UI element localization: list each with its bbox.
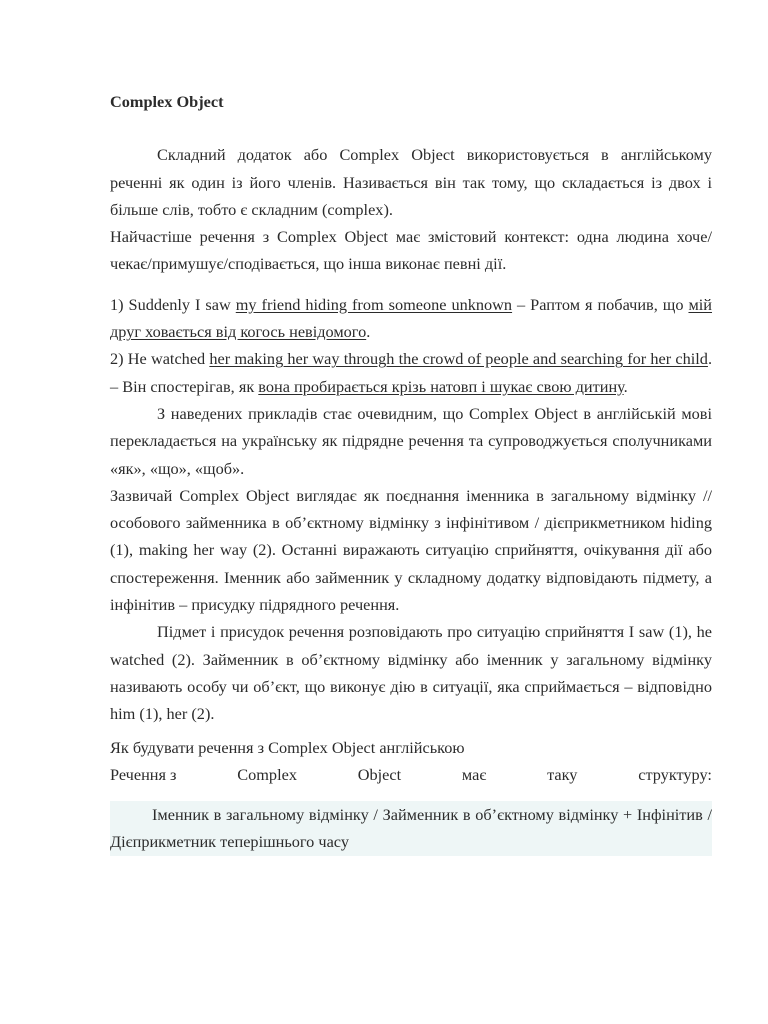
document-title: Complex Object (110, 92, 224, 111)
formula-text: Іменник в загальному відмінку / Займенник в об’єктному відмінку + Інфінітив / Дієприкметник теперішнього часу (110, 805, 712, 852)
example-2-object-en: her making her way through the crowd of people and searching for her child (209, 349, 708, 369)
example-2 (110, 345, 712, 400)
structure-word: Object (357, 764, 402, 784)
example-1-end: . (366, 322, 371, 342)
example-2-end: . (623, 376, 628, 396)
structure-word: Complex (237, 764, 297, 784)
example-1-lead: 1) Suddenly I saw (110, 294, 236, 314)
example-2-translation-lead: . – Він спостерігав, як (110, 349, 713, 396)
structure-word: структуру: (638, 764, 712, 784)
paragraph-translation: З наведених прикладів стає очевидним, що Complex Object в англійській мові перекладається на українську як підрядне речення та супроводжується сполучниками «як», «що», «щоб». (110, 403, 712, 478)
paragraph-context: Найчастіше речення з Complex Object має змістовий контекст: одна людина хоче/чекає/примушує/сподівається, що інша виконає певні дії. (110, 227, 712, 274)
example-1-translation-lead: – Раптом я побачив, що (512, 294, 689, 314)
document-body (110, 88, 712, 856)
structure-line (110, 761, 712, 788)
structure-word: таку (547, 764, 578, 784)
example-2-object-ua: вона пробирається крізь натовп і шукає свою дитину (258, 376, 624, 396)
example-1 (110, 291, 712, 346)
example-2-lead: 2) He watched (110, 349, 210, 369)
structure-word: Речення з (110, 764, 177, 784)
example-1-object-ua: мій друг ховається від когось невідомого (110, 294, 713, 342)
section-heading: Як будувати речення з Complex Object англійською (110, 737, 465, 757)
example-1-object-en: my friend hiding from someone unknown (235, 294, 513, 314)
paragraph-composition: Зазвичай Complex Object виглядає як поєднання іменника в загальному відмінку //особового займенника в об’єктному відмінку з інфінітивом / дієприкметником hiding (1), making her way (2). Останні виражають ситуацію сприйняття, очікування дії або спостереження. Іменник або займенник у складному додатку відповідають підмету, а інфінітив – присудку підрядного речення. (110, 485, 712, 615)
structure-word: має (461, 764, 487, 784)
paragraph-definition: Складний додаток або Complex Object використовується в англійському реченні як один із його членів. Називається він так тому, що складається із двох і більше слів, тобто є складним (complex). (110, 145, 712, 219)
formula-box (110, 801, 712, 856)
paragraph-subject-predicate: Підмет і присудок речення розповідають про ситуацію сприйняття I saw (1), he watched (2). Займенник в об’єктному відмінку або іменник у загальному відмінку називають особу чи об’єкт, що виконує дію в ситуації, яка сприймається – відповідно him (1), her (2). (110, 622, 712, 724)
